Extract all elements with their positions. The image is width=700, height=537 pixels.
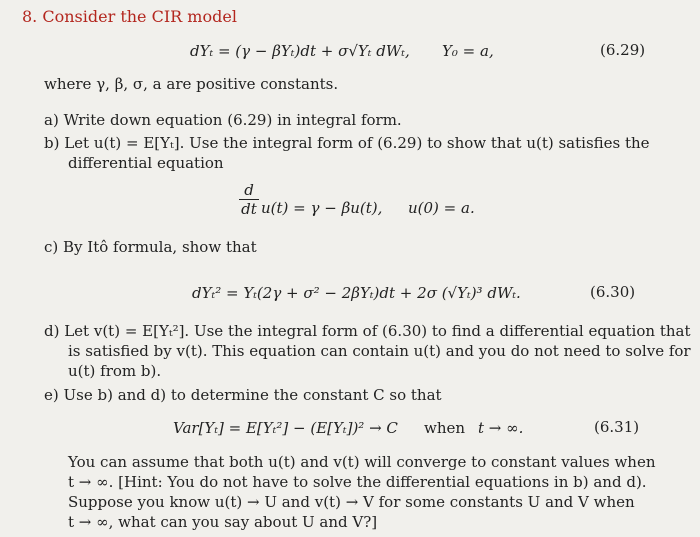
equation-6-29-body: dYₜ = (γ − βYₜ)dt + σ√Yₜ dWₜ,: [190, 42, 410, 60]
equation-6-29-initial-condition: Y₀ = a,: [442, 42, 494, 60]
equation-6-30-body: dYₜ² = Yₜ(2γ + σ² − 2βYₜ)dt + 2σ (√Yₜ)³ dWₜ.: [192, 284, 521, 302]
part-b-line-2: differential equation: [68, 154, 224, 172]
part-c: c) By Itô formula, show that: [44, 238, 257, 256]
derivative-fraction: [239, 182, 259, 217]
problem-heading: [22, 7, 237, 27]
derivative-denominator: dt: [241, 200, 257, 218]
hint-line-1: You can assume that both u(t) and v(t) will converge to constant values when: [68, 453, 656, 471]
hint-line-2: t → ∞. [Hint: You do not have to solve the differential equations in b) and d).: [68, 473, 647, 491]
part-d-line-2: is satisfied by v(t). This equation can contain u(t) and you do not need to solve for: [68, 342, 691, 360]
where-text: where γ, β, σ, a are positive constants.: [44, 75, 339, 93]
problem-title: Consider the CIR model: [42, 7, 237, 26]
derivative-numerator: d: [244, 181, 254, 199]
part-d-line-1: d) Let v(t) = E[Yₜ²]. Use the integral form of (6.30) to find a differential equation that: [44, 322, 691, 340]
equation-u-initial-condition: u(0) = a.: [408, 199, 475, 217]
problem-number: 8.: [22, 7, 38, 26]
equation-6-31-body: Var[Yₜ] = E[Yₜ²] − (E[Yₜ])² → C: [173, 419, 398, 437]
hint-line-4: t → ∞, what can you say about U and V?]: [68, 513, 378, 531]
part-d-line-3: u(t) from b).: [68, 362, 162, 380]
equation-6-29-tag: (6.29): [600, 41, 646, 59]
hint-line-3: Suppose you know u(t) → U and v(t) → V for some constants U and V when: [68, 493, 635, 511]
equation-6-31-limit: t → ∞.: [478, 419, 524, 437]
part-a: a) Write down equation (6.29) in integral form.: [44, 111, 402, 129]
equation-u-body: u(t) = γ − βu(t),: [261, 199, 383, 217]
part-b-line-1: b) Let u(t) = E[Yₜ]. Use the integral form of (6.29) to show that u(t) satisfies the: [44, 134, 650, 152]
equation-6-31-tag: (6.31): [594, 418, 640, 436]
equation-6-30-tag: (6.30): [590, 283, 636, 301]
equation-6-31-when: when: [424, 419, 466, 437]
part-e: e) Use b) and d) to determine the constant C so that: [44, 386, 442, 404]
